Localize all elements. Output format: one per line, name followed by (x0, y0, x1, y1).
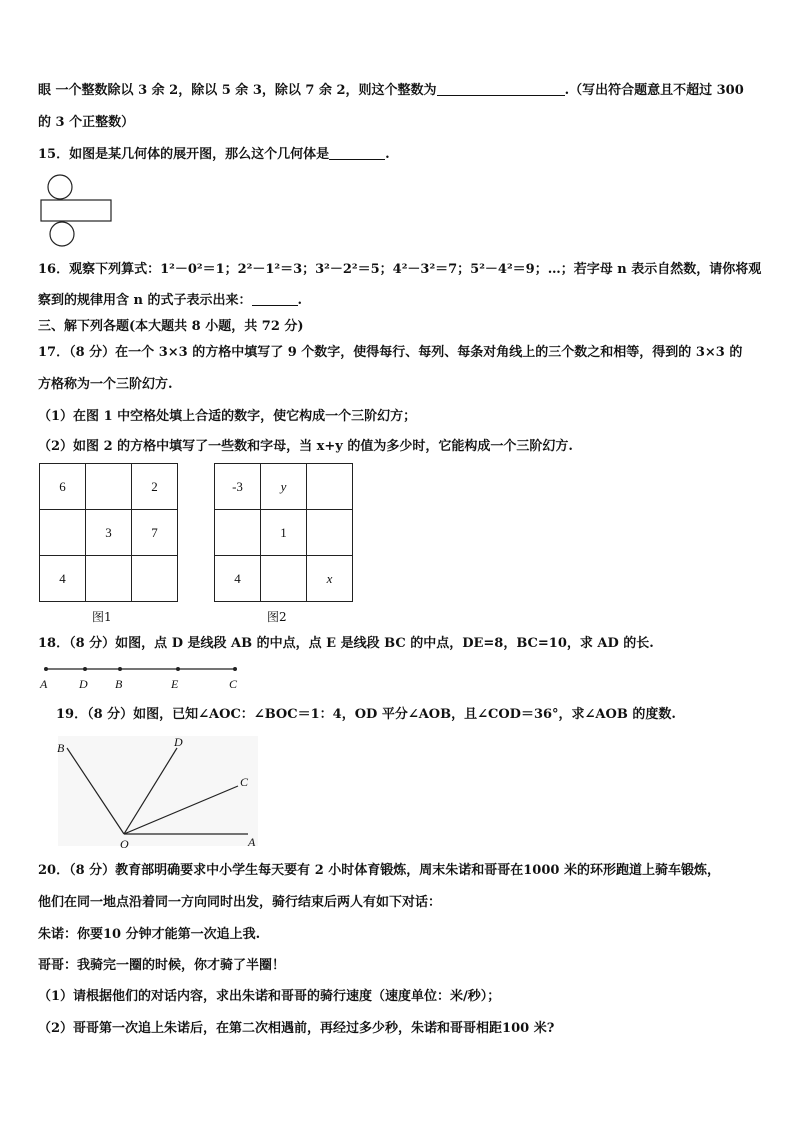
point-b-dot (118, 667, 122, 671)
magic-square-1 (39, 463, 178, 602)
grid1-cell: 6 (40, 464, 86, 510)
q14-line1 (38, 82, 744, 100)
grid1-cell (86, 556, 132, 602)
net-top-circle (48, 175, 72, 199)
label-o: O (120, 837, 129, 850)
figure-background (58, 736, 258, 846)
grid1-cell (40, 510, 86, 556)
q17-part2: （2）如图 2 的方格中填写了一些数和字母，当 x+y 的值为多少时，它能构成一个三阶幻方. (38, 439, 573, 454)
label-a: A (248, 835, 256, 849)
q18-question: 18．（8 分）如图，点 D 是线段 AB 的中点，点 E 是线段 BC 的中点，DE=8，BC=10，求 AD 的长. (38, 636, 654, 651)
figure2-caption: 图2 (267, 610, 287, 624)
point-e-dot (176, 667, 180, 671)
q14-lead: 眼 (38, 83, 52, 98)
grid2-cell: y (261, 464, 307, 510)
q16-tail: . (297, 293, 303, 308)
q15-answer-blank[interactable] (329, 146, 385, 160)
label-b: B (57, 741, 65, 755)
angle-figure (52, 734, 264, 850)
q14-text: 一个整数除以 3 余 2，除以 5 余 3，除以 7 余 2，则这个整数为 (51, 83, 437, 98)
q20-line3: 朱诺：你要10 分钟才能第一次追上我. (38, 927, 261, 942)
section-3-heading: 三、解下列各题(本大题共 8 小题，共 72 分) (38, 319, 304, 334)
grid2-cell: x (307, 556, 353, 602)
point-e-label: E (171, 677, 179, 691)
grid2-cell (307, 464, 353, 510)
grid1-cell: 3 (86, 510, 132, 556)
q19-question: 19．（8 分）如图，已知∠AOC：∠BOC＝1：4，OD 平分∠AOB，且∠COD＝36°，求∠AOB 的度数. (56, 707, 676, 722)
point-b-label: B (115, 677, 123, 691)
q20-line2: 他们在同一地点沿着同一方向同时出发，骑行结束后两人有如下对话： (38, 895, 442, 910)
q17-part1: （1）在图 1 中空格处填上合适的数字，使它构成一个三阶幻方； (38, 409, 417, 424)
q15-tail: . (385, 147, 390, 162)
grid2-cell (307, 510, 353, 556)
grid1-cell (86, 464, 132, 510)
q20-part2: （2）哥哥第一次追上朱诺后，在第二次相遇前，再经过多少秒，朱诺和哥哥相距100 米? (38, 1021, 555, 1036)
q16-line1: 16．观察下列算式：1²－0²＝1；2²－1²＝3；3²－2²＝5；4²－3²＝7；5²－4²＝9；…；若字母 n 表示自然数，请你将观 (38, 262, 762, 277)
q14-tail: .（写出符合题意且不超过 300 (564, 83, 744, 98)
q14-answer-blank[interactable] (437, 82, 565, 96)
grid1-cell (132, 556, 178, 602)
q16-text: 察到的规律用含 n 的式子表示出来： (38, 293, 252, 308)
q16-line2 (38, 292, 302, 310)
grid1-cell: 4 (40, 556, 86, 602)
net-rectangle (41, 200, 111, 221)
grid2-cell (215, 510, 261, 556)
grid2-cell (261, 556, 307, 602)
q20-line1: 20．（8 分）教育部明确要求中小学生每天要有 2 小时体育锻炼，周末朱诺和哥哥在1000 米的环形跑道上骑车锻炼， (38, 863, 720, 878)
net-bottom-circle (50, 222, 74, 246)
q20-part1: （1）请根据他们的对话内容，求出朱诺和哥哥的骑行速度（速度单位：米/秒）； (38, 989, 501, 1004)
grid2-cell: 4 (215, 556, 261, 602)
point-d-dot (83, 667, 87, 671)
q15-text: 15．如图是某几何体的展开图，那么这个几何体是 (38, 147, 330, 162)
point-c-dot (233, 667, 237, 671)
grid2-cell: -3 (215, 464, 261, 510)
point-a-label: A (40, 677, 48, 691)
label-c: C (240, 775, 249, 789)
q14-line2: 的 3 个正整数） (38, 115, 135, 130)
grid1-cell: 2 (132, 464, 178, 510)
grid1-cell: 7 (132, 510, 178, 556)
q15-question (38, 146, 390, 164)
magic-square-2 (214, 463, 353, 602)
grid2-cell: 1 (261, 510, 307, 556)
point-d-label: D (79, 677, 88, 691)
q20-line4: 哥哥：我骑完一圈的时候，你才骑了半圈！ (38, 958, 286, 973)
q16-answer-blank[interactable] (252, 292, 298, 306)
cylinder-net-figure (38, 172, 118, 252)
label-d: D (174, 735, 183, 749)
segment-figure (38, 662, 248, 692)
q17-line1: 17．（8 分）在一个 3×3 的方格中填写了 9 个数字，使得每行、每列、每条对角线上的三个数之和相等，得到的 3×3 的 (38, 345, 743, 360)
point-c-label: C (229, 677, 238, 691)
figure1-caption: 图1 (92, 610, 112, 624)
q17-line2: 方格称为一个三阶幻方. (38, 377, 173, 392)
point-a-dot (44, 667, 48, 671)
